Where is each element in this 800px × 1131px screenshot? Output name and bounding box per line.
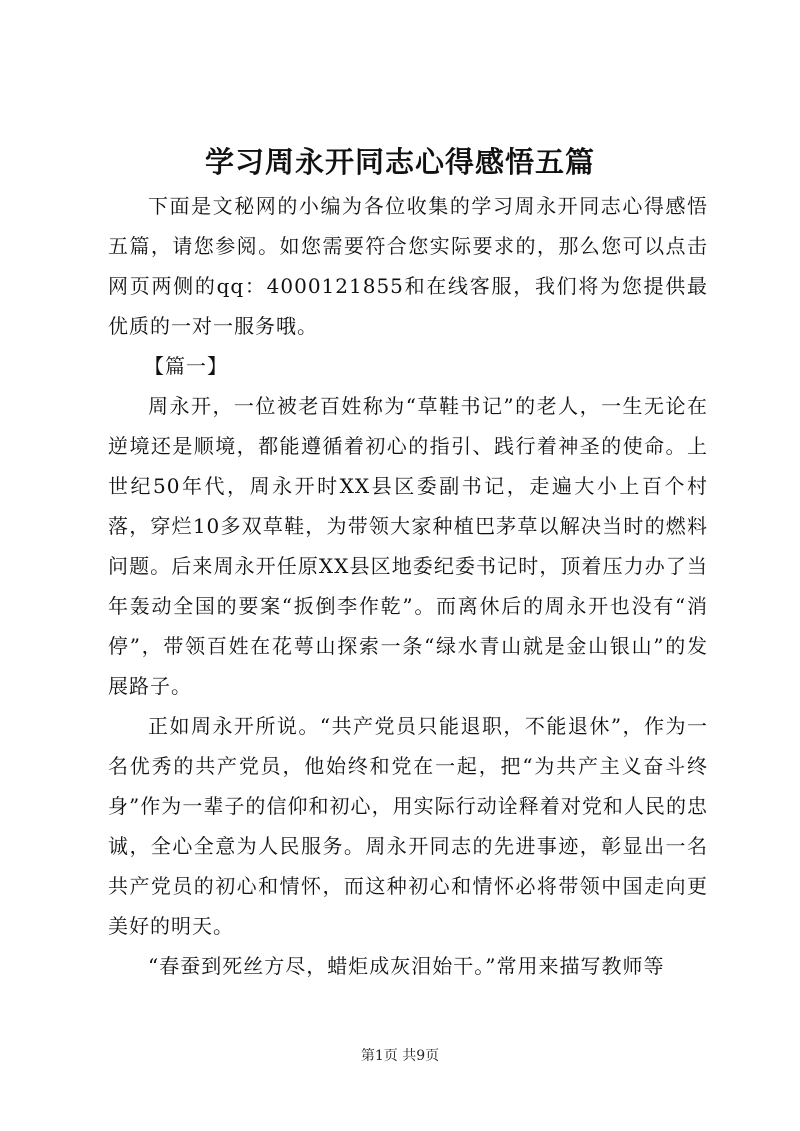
body-paragraph: “春蚕到死丝方尽，蜡炬成灰泪始干。”常用来描写教师等 [148, 954, 665, 978]
document-title: 学习周永开同志心得感悟五篇 [204, 145, 595, 179]
section-heading: 【篇一】 [144, 354, 228, 378]
document-body [108, 186, 708, 986]
intro-paragraph: 下面是文秘网的小编为各位收集的学习周永开同志心得感悟五篇，请您参阅。如您需要符合您实际要求的，那么您可以点击网页两侧的qq：4000121855和在线客服，我们将为您提供最优质的一对一服务哦。 [108, 194, 708, 338]
page-footer: 第1页 共9页 [360, 1048, 440, 1064]
body-paragraph: 周永开，一位被老百姓称为“草鞋书记”的老人，一生无论在逆境还是顺境，都能遵循着初心的指引、践行着神圣的使命。上世纪50年代，周永开时XX县区委副书记，走遍大小上百个村落，穿烂10多双草鞋，为带领大家种植巴茅草以解决当时的燃料问题。后来周永开任原XX县区地委纪委书记时，顶着压力办了当年轰动全国的要案“扳倒李作乾”。而离休后的周永开也没有“消停”，带领百姓在花萼山探索一条“绿水青山就是金山银山”的发展路子。 [108, 394, 708, 698]
body-paragraph: 正如周永开所说。“共产党员只能退职，不能退休”，作为一名优秀的共产党员，他始终和党在一起，把“为共产主义奋斗终身”作为一辈子的信仰和初心，用实际行动诠释着对党和人民的忠诚，全心全意为人民服务。周永开同志的先进事迹，彰显出一名共产党员的初心和情怀，而这种初心和情怀必将带领中国走向更美好的明天。 [108, 714, 708, 938]
